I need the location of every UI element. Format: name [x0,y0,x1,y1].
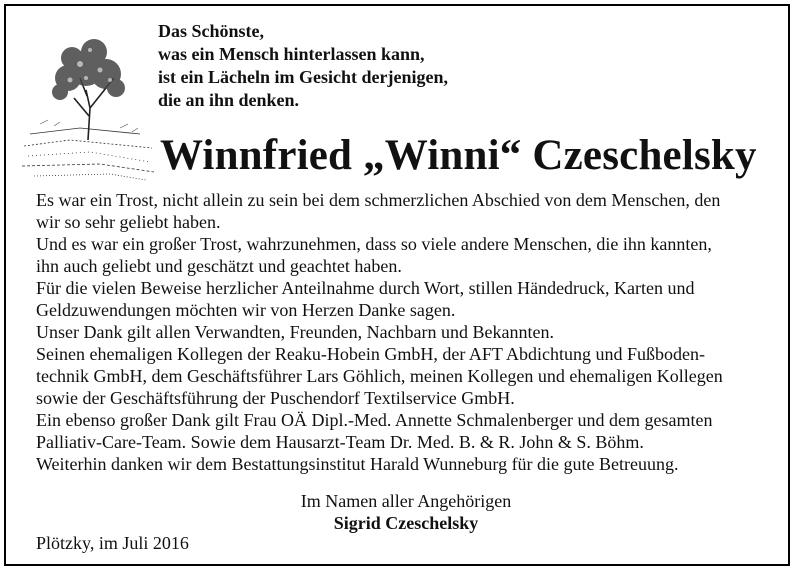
text-line: Es war ein Trost, nicht allein zu sein bei dem schmerzlichen Abschied von dem Menschen, den [36,190,721,210]
text-line: Ein ebenso großer Dank gilt Frau OÄ Dipl.-Med. Annette Schmalenberger und dem gesamten [36,410,713,430]
text-line: wir so sehr geliebt haben. [36,212,221,232]
text-line: Für die vielen Beweise herzlicher Anteilnahme durch Wort, stillen Händedruck, Karten und [36,278,695,298]
text-line: Weiterhin danken wir dem Bestattungsinstitut Harald Wunneburg für die gute Betreuung. [36,454,679,474]
place-date: Plötzky, im Juli 2016 [36,533,189,553]
signer-name: Sigrid Czeschelsky [333,513,479,533]
memorial-quote: Das Schönste, was ein Mensch hinterlassen kann, ist ein Lächeln im Gesicht derjenigen, die an ihn denken. [158,21,448,110]
deceased-name: Winnfried „Winni“ Czeschelsky [160,132,757,179]
tree-sketch-icon [20,16,158,184]
obituary-notice [4,4,790,566]
on-behalf-line: Im Namen aller Angehörigen [300,491,512,511]
text-line: sowie der Geschäftsführung der Puschendorf Textilservice GmbH. [36,388,515,408]
text-line: Unser Dank gilt allen Verwandten, Freunden, Nachbarn und Bekannten. [36,322,555,342]
text-line: Und es war ein großer Trost, wahrzunehmen, dass so viele andere Menschen, die ihn kannten, [36,234,712,254]
text-line: Geldzuwendungen möchten wir von Herzen Danke sagen. [36,300,456,320]
text-line: Palliativ-Care-Team. Sowie dem Hausarzt-Team Dr. Med. B. & R. John & S. Böhm. [36,432,644,452]
thank-you-text [36,189,781,475]
text-line: ihn auch geliebt und geschätzt und geachtet haben. [36,256,402,276]
text-line: Seinen ehemaligen Kollegen der Reaku-Hobein GmbH, der AFT Abdichtung und Fußboden- [36,344,706,364]
signature-block [196,490,616,534]
text-line: technik GmbH, dem Geschäftsführer Lars Göhlich, meinen Kollegen und ehemaligen Kollegen [36,366,723,386]
